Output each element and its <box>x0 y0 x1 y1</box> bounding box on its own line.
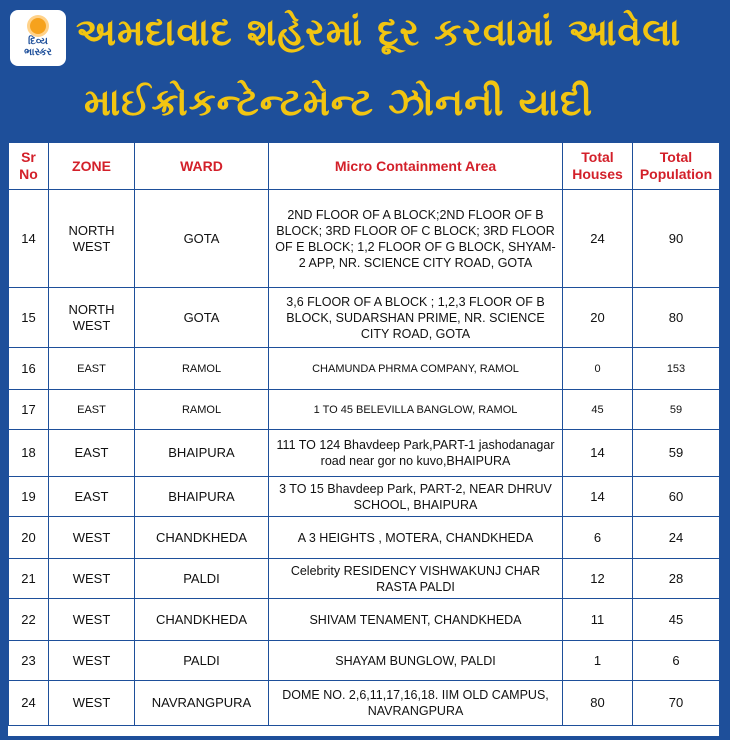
cell-sr: 15 <box>9 288 49 348</box>
cell-houses: 12 <box>563 559 633 599</box>
cell-area: 3,6 FLOOR OF A BLOCK ; 1,2,3 FLOOR OF B BLOCK, SUDARSHAN PRIME, NR. SCIENCE CITY ROAD, GOTA <box>269 288 563 348</box>
cell-ward: RAMOL <box>135 348 269 390</box>
cell-ward: RAMOL <box>135 390 269 430</box>
cell-area: 3 TO 15 Bhavdeep Park, PART-2, NEAR DHRUV SCHOOL, BHAIPURA <box>269 477 563 517</box>
cell-ward: BHAIPURA <box>135 430 269 477</box>
col-header-zone: ZONE <box>49 143 135 190</box>
cell-area: DOME NO. 2,6,11,17,16,18. IIM OLD CAMPUS, NAVRANGPURA <box>269 681 563 726</box>
cell-houses: 14 <box>563 477 633 517</box>
cell-area: SHIVAM TENAMENT, CHANDKHEDA <box>269 599 563 641</box>
col-header-ward: WARD <box>135 143 269 190</box>
cell-population: 59 <box>633 390 720 430</box>
cell-sr: 17 <box>9 390 49 430</box>
cell-zone: WEST <box>49 681 135 726</box>
title-line1: અમદાવાદ શહેરમાં દૂર કરવામાં આવેલા <box>76 10 682 54</box>
col-header-houses: Total Houses <box>563 143 633 190</box>
cell-area: CHAMUNDA PHRMA COMPANY, RAMOL <box>269 348 563 390</box>
table-row <box>9 190 720 288</box>
cell-houses: 14 <box>563 430 633 477</box>
title-line2: માઈક્રોકન્ટેન્ટમેન્ટ ઝોનની યાદી <box>84 80 594 124</box>
cell-zone: EAST <box>49 477 135 517</box>
cell-sr: 21 <box>9 559 49 599</box>
table-row <box>9 517 720 559</box>
cell-area: 1 TO 45 BELEVILLA BANGLOW, RAMOL <box>269 390 563 430</box>
cell-population: 80 <box>633 288 720 348</box>
cell-houses: 20 <box>563 288 633 348</box>
table-header-row <box>9 143 720 190</box>
table-row <box>9 430 720 477</box>
cell-ward: NAVRANGPURA <box>135 681 269 726</box>
cell-sr: 22 <box>9 599 49 641</box>
cell-houses: 6 <box>563 517 633 559</box>
cell-sr: 14 <box>9 190 49 288</box>
table-row <box>9 681 720 726</box>
cell-sr: 18 <box>9 430 49 477</box>
cell-population: 59 <box>633 430 720 477</box>
cell-zone: WEST <box>49 517 135 559</box>
table-row <box>9 559 720 599</box>
cell-zone: EAST <box>49 430 135 477</box>
cell-area: 2ND FLOOR OF A BLOCK;2ND FLOOR OF B BLOCK; 3RD FLOOR OF C BLOCK; 3RD FLOOR OF E BLOCK; 1,2 FLOOR OF G BLOCK, SHYAM-2 APP, NR. SCIENCE CITY ROAD, GOTA <box>269 190 563 288</box>
cell-zone: NORTH WEST <box>49 288 135 348</box>
cell-population: 45 <box>633 599 720 641</box>
cell-zone: WEST <box>49 641 135 681</box>
cell-population: 60 <box>633 477 720 517</box>
cell-sr: 24 <box>9 681 49 726</box>
cell-ward: GOTA <box>135 288 269 348</box>
cell-zone: EAST <box>49 348 135 390</box>
cell-population: 153 <box>633 348 720 390</box>
table-row <box>9 477 720 517</box>
logo-line1: દિવ્ય <box>28 36 48 47</box>
table-row <box>9 641 720 681</box>
cell-sr: 16 <box>9 348 49 390</box>
cell-population: 90 <box>633 190 720 288</box>
col-header-area: Micro Containment Area <box>269 143 563 190</box>
col-header-sr: Sr No <box>9 143 49 190</box>
cell-houses: 24 <box>563 190 633 288</box>
cell-houses: 80 <box>563 681 633 726</box>
cell-houses: 11 <box>563 599 633 641</box>
cell-population: 24 <box>633 517 720 559</box>
table-row <box>9 288 720 348</box>
cell-area: SHAYAM BUNGLOW, PALDI <box>269 641 563 681</box>
col-header-population: Total Population <box>633 143 720 190</box>
cell-ward: BHAIPURA <box>135 477 269 517</box>
cell-ward: GOTA <box>135 190 269 288</box>
cell-sr: 19 <box>9 477 49 517</box>
cell-sr: 20 <box>9 517 49 559</box>
cell-area: 111 TO 124 Bhavdeep Park,PART-1 jashodanagar road near gor no kuvo,BHAIPURA <box>269 430 563 477</box>
cell-zone: WEST <box>49 599 135 641</box>
cell-area: Celebrity RESIDENCY VISHWAKUNJ CHAR RASTA PALDI <box>269 559 563 599</box>
cell-ward: CHANDKHEDA <box>135 517 269 559</box>
sun-icon <box>30 18 46 34</box>
cell-population: 70 <box>633 681 720 726</box>
table-row <box>9 390 720 430</box>
cell-ward: PALDI <box>135 641 269 681</box>
cell-zone: EAST <box>49 390 135 430</box>
cell-houses: 45 <box>563 390 633 430</box>
containment-table-wrapper <box>8 142 719 736</box>
cell-population: 28 <box>633 559 720 599</box>
cell-houses: 0 <box>563 348 633 390</box>
table-row <box>9 348 720 390</box>
cell-area: A 3 HEIGHTS , MOTERA, CHANDKHEDA <box>269 517 563 559</box>
cell-ward: CHANDKHEDA <box>135 599 269 641</box>
cell-zone: NORTH WEST <box>49 190 135 288</box>
logo-line2: ભાસ્કર <box>24 47 52 58</box>
cell-houses: 1 <box>563 641 633 681</box>
containment-table <box>8 142 720 726</box>
brand-logo <box>10 10 66 66</box>
cell-ward: PALDI <box>135 559 269 599</box>
cell-sr: 23 <box>9 641 49 681</box>
cell-population: 6 <box>633 641 720 681</box>
table-row <box>9 599 720 641</box>
cell-zone: WEST <box>49 559 135 599</box>
header <box>0 0 730 138</box>
